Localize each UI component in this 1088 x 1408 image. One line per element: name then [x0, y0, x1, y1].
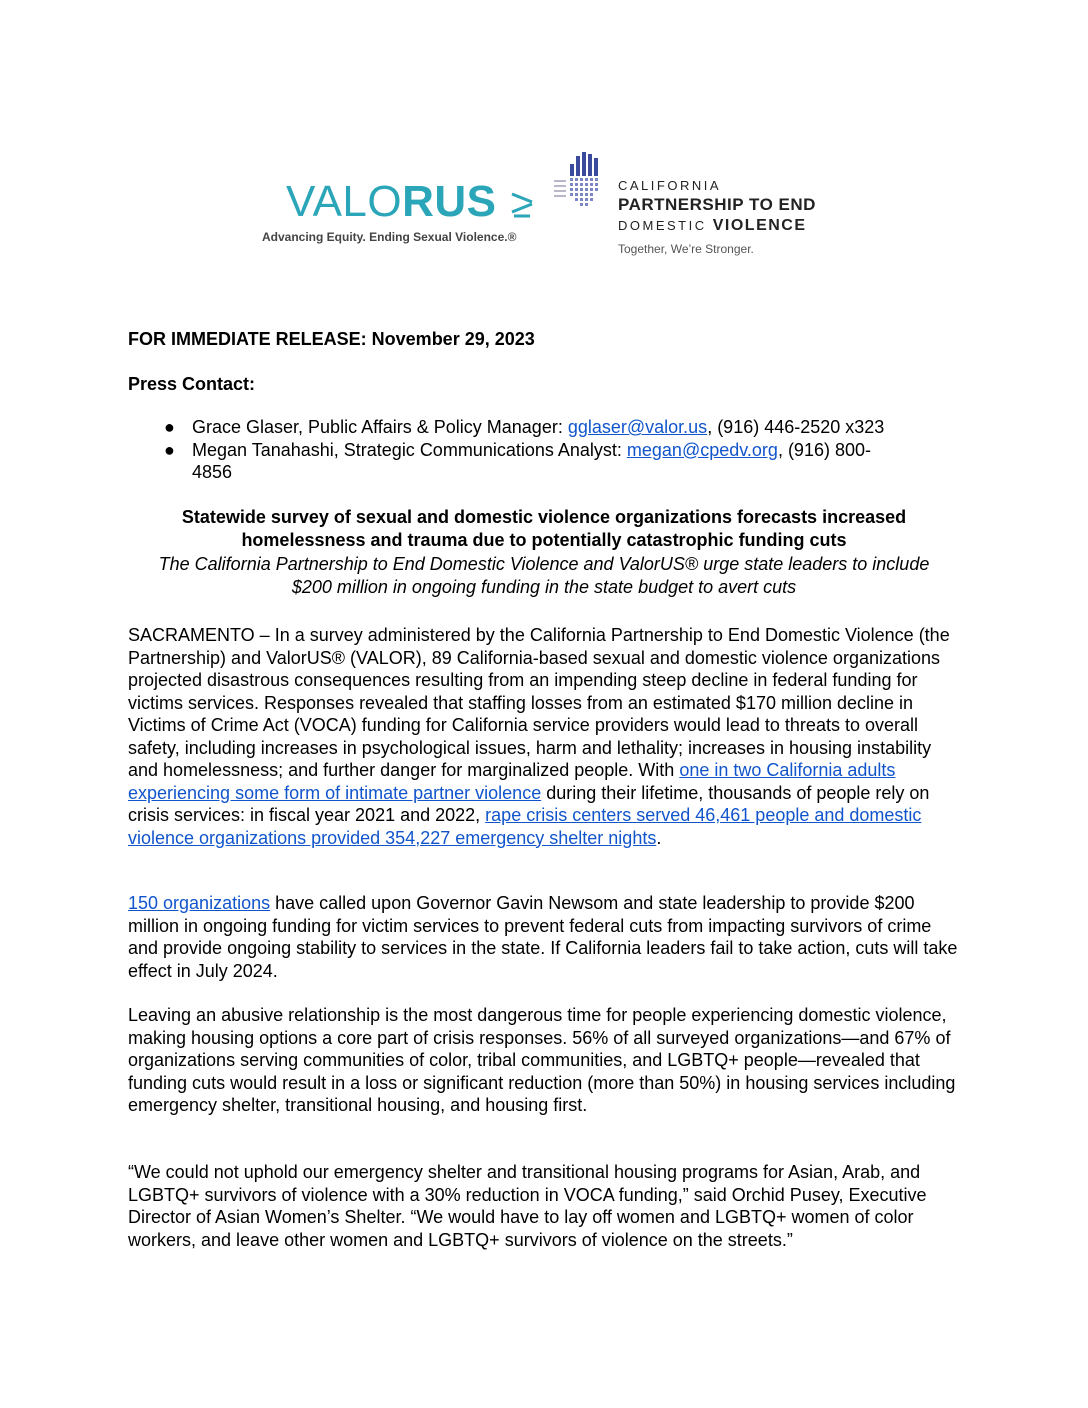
cpedv-hands-mark-icon — [552, 150, 610, 214]
cpedv-line-domestic-violence: DOMESTIC VIOLENCE — [618, 217, 807, 234]
bullet-icon: ● — [164, 439, 175, 460]
contact-item: ● Megan Tanahashi, Strategic Communications Analyst: megan@cpedv.org, (916) 800-4856 — [164, 439, 871, 482]
paragraph-quote-pusey: “We could not uphold our emergency shelter and transitional housing programs for Asian, Arab, and LGBTQ+ survivors of violence with a 30% reduction in VOCA funding,” said Orchid Pusey, Executive Director of Asian Women’s Shelter. “We would have to lay off women and LGBTQ+ women of color workers, and leave other women and LGBTQ+ survivors of violence on the streets.” — [128, 1162, 927, 1250]
email-link-gglaser[interactable]: gglaser@valor.us — [567, 417, 708, 437]
release-date-heading: FOR IMMEDIATE RELEASE: November 29, 2023 — [128, 329, 535, 349]
link-one-in-two-adults[interactable]: one in two California adults experiencing some form of intimate partner violence — [128, 760, 896, 803]
cpedv-logo — [552, 150, 842, 260]
valorus-tagline: Advancing Equity. Ending Sexual Violence.® — [262, 230, 517, 244]
link-150-organizations[interactable]: 150 organizations — [128, 893, 271, 913]
headline-title: Statewide survey of sexual and domestic violence organizations forecasts increased homelessness and trauma due to potentially catastrophic funding cuts — [181, 507, 907, 550]
headline-subtitle: The California Partnership to End Domestic Violence and ValorUS® urge state leaders to include $200 million in ongoing funding in the state budget to avert cuts — [158, 554, 930, 597]
cpedv-tagline: Together, We’re Stronger. — [618, 242, 754, 256]
paragraph-survey-findings: SACRAMENTO – In a survey administered by the California Partnership to End Domestic Violence (the Partnership) and ValorUS® (VALOR), 89 California-based sexual and domestic violence organizations projected disastrous consequences resulting from an impending steep decline in federal funding for victims services. Responses revealed that staffing losses from an estimated $170 million decline in Victims of Crime Act (VOCA) funding for California service providers would lead to threats to overall safety, including increases in psychological issues, harm and lethality; increases in housing instability and homelessness; and further danger for marginalized people. With one in two California adults experiencing some form of intimate partner violence during their lifetime, thousands of people rely on crisis services: in fiscal year 2021 and 2022, rape crisis centers served 46,461 people and domestic violence organizations provided 354,227 emergency shelter nights. — [128, 625, 950, 848]
cpedv-line-partnership: PARTNERSHIP TO END — [618, 195, 816, 214]
link-rape-crisis-centers[interactable]: rape crisis centers served 46,461 people and domestic violence organizations provided 354,227 emergency shelter nights — [128, 805, 922, 848]
cpedv-line-california: CALIFORNIA — [618, 178, 722, 193]
press-contact-label: Press Contact: — [128, 374, 256, 394]
contact-list — [128, 416, 960, 484]
bullet-icon: ● — [164, 417, 175, 437]
valorus-wordmark: VALORUS — [286, 177, 497, 226]
email-link-megan[interactable]: megan@cpedv.org — [626, 439, 778, 460]
paragraph-housing: Leaving an abusive relationship is the most dangerous time for people experiencing domestic violence, making housing options a core part of crisis responses. 56% of all surveyed organizations—and 67% of organizations serving communities of color, tribal communities, and LGBTQ+ people—revealed that funding cuts would result in a loss or significant reduction (more than 50%) in housing services including emergency shelter, transitional housing, and housing first. — [128, 1005, 956, 1115]
paragraph-150-organizations: 150 organizations have called upon Governor Gavin Newsom and state leadership to provide $200 million in ongoing funding for victim services to prevent federal cuts from impacting survivors of crime and provide ongoing stability to services in the state. If California leaders fail to take action, cuts will take effect in July 2024. — [128, 893, 958, 981]
valorus-chevron-icon — [510, 190, 540, 218]
contact-item: ● Grace Glaser, Public Affairs & Policy Manager: gglaser@valor.us, (916) 446-2520 x323 — [164, 417, 885, 437]
valorus-logo — [262, 177, 552, 250]
